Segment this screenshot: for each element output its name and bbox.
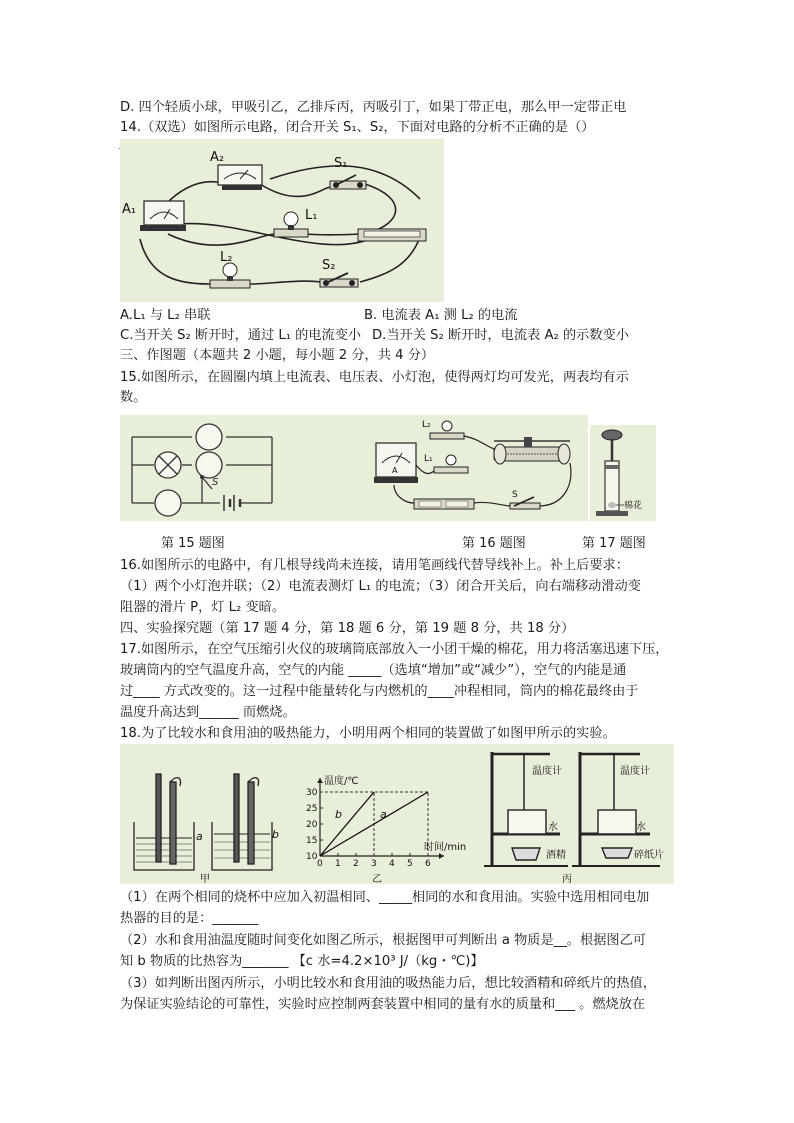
label-thermometer-1: 温度计: [532, 766, 562, 777]
label-yi: 乙: [372, 874, 382, 884]
question-18-stem: 18.为了比较水和食用油的吸热能力，小明用两个相同的装置做了如图甲所示的实验。: [120, 726, 616, 741]
label-water-2: 水: [636, 822, 646, 833]
question-14-stem: 14.（双选）如图所示电路，闭合开关 S₁、S₂，下面对电路的分析不正确的是（）: [120, 120, 595, 135]
label-cotton: 棉花: [624, 501, 643, 511]
blank-circle-middle: [196, 452, 222, 478]
y-tick-label: 10: [306, 852, 318, 862]
option-b: B. 电流表 A₁ 测 L₂ 的电流: [364, 308, 518, 323]
series-label-b: b: [335, 808, 342, 821]
figure-15-circuit: [120, 415, 364, 521]
question-18-part-3-cont: 为保证实验结论的可靠性，实验时应控制两套装置中相同的量有水的质量和___ 。燃烧放在: [120, 997, 646, 1012]
x-tick-label: 2: [353, 859, 359, 869]
series-label-a: a: [380, 808, 387, 821]
x-tick-label: 5: [407, 859, 413, 869]
blank-circle-bottom: [155, 490, 181, 516]
question-16-req-1: （1）两个小灯泡并联；（2）电流表测灯 L₁ 的电流；（3）闭合开关后，向右端移动滑动变: [120, 579, 641, 594]
label-ammeter-a: A: [392, 466, 398, 475]
option-c: C.当开关 S₂ 断开时，通过 L₁ 的电流变小: [120, 328, 362, 343]
label-switch-s: S: [512, 490, 518, 500]
label-s1: S₁: [334, 156, 348, 171]
question-16-stem: 16.如图所示的电路中，有几根导线尚未连接，请用笔画线代替导线补上。补上后要求：: [120, 558, 629, 573]
label-l2: L₂: [422, 420, 431, 430]
figure-18-experiment: [120, 744, 674, 884]
label-a1: A₁: [122, 202, 137, 217]
x-tick-label: 3: [371, 859, 377, 869]
battery-box-icon: [358, 229, 426, 241]
figure-17-fire-syringe: [590, 425, 656, 521]
caption-fig16: 第 16 题图: [462, 536, 526, 551]
ammeter-a1-icon: [140, 201, 186, 231]
x-tick-label: 4: [389, 859, 395, 869]
question-15-stem: 15.如图所示，在圆圈内填上电流表、电压表、小灯泡，使得两灯均可发光，两表均有示: [120, 370, 629, 385]
option-a: A.L₁ 与 L₂ 串联: [120, 308, 211, 323]
label-bing: 丙: [562, 874, 572, 884]
question-18-part-2: （2）水和食用油温度随时间变化如图乙所示，根据图甲可判断出 a 物质是__。根据图乙可: [120, 933, 646, 948]
x-axis-label: 时间/min: [424, 842, 467, 853]
question-15-stem-cont: 数。: [120, 390, 147, 405]
label-l2: L₂: [220, 250, 233, 265]
label-alcohol: 酒精: [546, 850, 566, 861]
caption-fig15: 第 15 题图: [161, 536, 225, 551]
caption-fig17: 第 17 题图: [582, 536, 646, 551]
blank-circle-top: [196, 424, 222, 450]
battery-box-icon: [414, 499, 474, 509]
rheostat-icon: [494, 437, 570, 464]
question-17-line-2: 玻璃筒内的空气温度升高，空气的内能 _____（选填“增加”或“减少”），空气的内能是通: [120, 663, 627, 678]
y-tick-label: 15: [306, 836, 318, 846]
option-d: D.当开关 S₂ 断开时，电流表 A₂ 的示数变小: [372, 328, 629, 343]
question-18-part-1: （1）在两个相同的烧杯中应加入初温相同、_____相同的水和食用油。实验中选用相同电加: [120, 890, 650, 905]
x-tick-label: 0: [317, 859, 323, 869]
label-s2: S₂: [322, 258, 336, 273]
label-thermometer-2: 温度计: [620, 766, 650, 777]
section-4-heading: 四、实验探究题（第 17 题 4 分，第 18 题 6 分，第 19 题 8 分，共 18 分）: [120, 621, 575, 636]
question-18-part-3: （3）如判断出图丙所示，小明比较水和食用油的吸热能力后，想比较酒精和碎纸片的热值，: [120, 976, 656, 991]
label-l1: L₁: [305, 208, 318, 223]
question-18-part-2-cont: 知 b 物质的比热容为_______ 【c 水=4.2×10³ J/（kg・℃)】: [120, 954, 484, 969]
text-line-option-d: D. 四个轻质小球，甲吸引乙，乙排斥丙，丙吸引丁，如果丁带正电，那么甲一定带正电: [120, 100, 627, 115]
label-a2: A₂: [210, 150, 225, 165]
y-tick-label: 20: [306, 820, 318, 830]
question-17-line-3: 过____ 方式改变的。这一过程中能量转化与内燃机的____冲程相同，筒内的棉花最终由于: [120, 684, 639, 699]
label-l1: L₁: [424, 454, 433, 464]
label-paper: 碎纸片: [634, 850, 664, 861]
question-17-line-1: 17.如图所示，在空气压缩引火仪的玻璃筒底部放入一小团干燥的棉花，用力将活塞迅速下压，: [120, 642, 669, 657]
figure-16-circuit: [364, 415, 588, 521]
question-16-req-2: 阻器的滑片 P，灯 L₂ 变暗。: [120, 600, 286, 615]
question-18-part-1-cont: 热器的目的是：_______: [120, 911, 259, 926]
ammeter-icon: [374, 443, 418, 483]
y-tick-label: 25: [306, 804, 318, 814]
x-tick-label: 1: [335, 859, 341, 869]
figure-14-circuit: [120, 139, 444, 302]
label-water-1: 水: [548, 822, 558, 833]
label-b-jia: b: [272, 828, 279, 841]
section-3-heading: 三、作图题（本题共 2 小题，每小题 2 分，共 4 分）: [120, 348, 435, 363]
glass-tube-icon: [605, 461, 619, 511]
label-jia: 甲: [200, 874, 210, 884]
y-tick-label: 30: [306, 788, 318, 798]
label-a-jia: a: [196, 830, 203, 843]
x-tick-label: 6: [425, 859, 431, 869]
ammeter-a2-icon: [218, 165, 262, 190]
label-switch-s: S: [212, 477, 219, 488]
question-17-line-4: 温度升高达到______ 而燃烧。: [120, 705, 296, 720]
y-axis-label: 温度/℃: [324, 776, 359, 787]
